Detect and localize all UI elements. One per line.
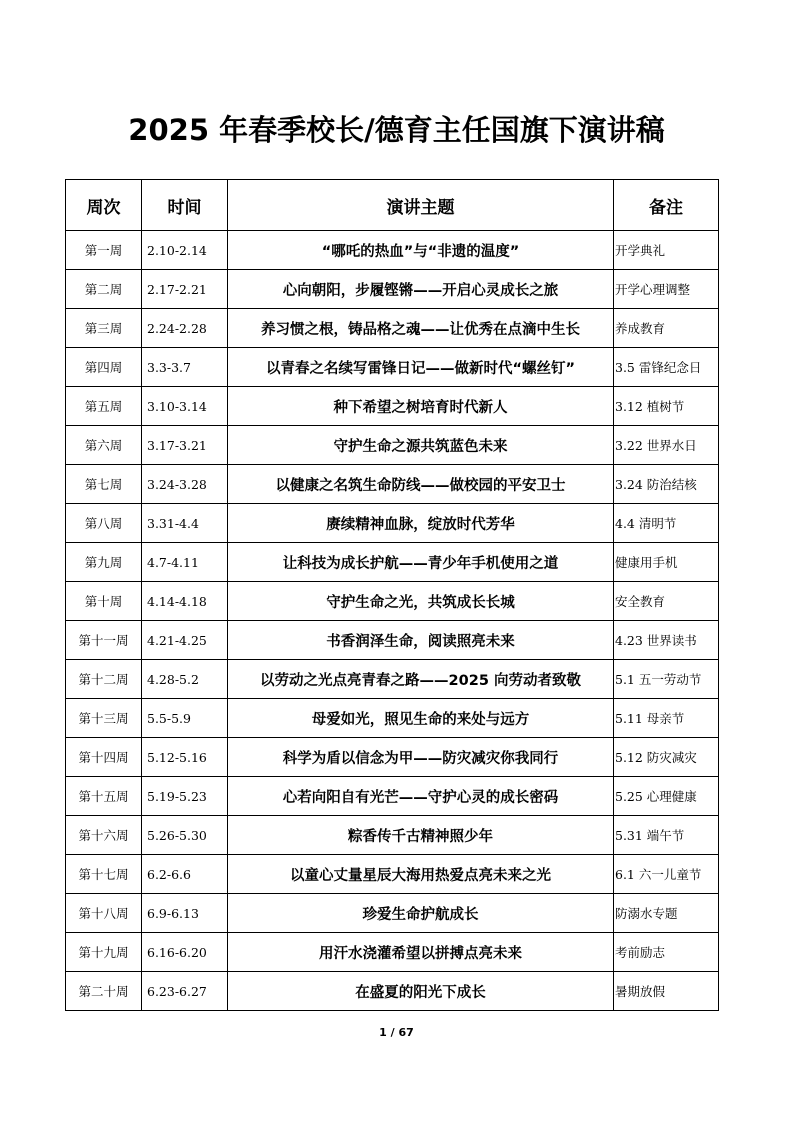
cell-date: 5.5-5.9: [142, 699, 228, 738]
cell-note: 4.23 世界读书: [614, 621, 719, 660]
cell-week: 第十三周: [66, 699, 142, 738]
cell-note: 3.22 世界水日: [614, 426, 719, 465]
document-title: 2025 年春季校长/德育主任国旗下演讲稿: [128, 113, 665, 147]
cell-note: 考前励志: [614, 933, 719, 972]
cell-topic: 粽香传千古精神照少年: [228, 816, 614, 855]
cell-date: 4.7-4.11: [142, 543, 228, 582]
cell-date: 2.17-2.21: [142, 270, 228, 309]
cell-date: 6.16-6.20: [142, 933, 228, 972]
cell-date: 5.12-5.16: [142, 738, 228, 777]
table-row: [66, 699, 719, 738]
cell-topic: 心若向阳自有光芒——守护心灵的成长密码: [228, 777, 614, 816]
speech-schedule-table: [65, 179, 719, 1011]
cell-week: 第三周: [66, 309, 142, 348]
table-row: [66, 426, 719, 465]
cell-date: 2.10-2.14: [142, 231, 228, 270]
cell-topic: 心向朝阳，步履铿锵——开启心灵成长之旅: [228, 270, 614, 309]
cell-topic: 守护生命之光，共筑成长长城: [228, 582, 614, 621]
cell-topic: 守护生命之源共筑蓝色未来: [228, 426, 614, 465]
cell-week: 第二十周: [66, 972, 142, 1011]
cell-note: 健康用手机: [614, 543, 719, 582]
table-row: [66, 231, 719, 270]
cell-week: 第十四周: [66, 738, 142, 777]
table-row: [66, 270, 719, 309]
table-row: [66, 894, 719, 933]
header-topic: 演讲主题: [228, 180, 614, 231]
cell-week: 第十七周: [66, 855, 142, 894]
cell-topic: 科学为盾以信念为甲——防灾减灾你我同行: [228, 738, 614, 777]
cell-topic: 用汗水浇灌希望以拼搏点亮未来: [228, 933, 614, 972]
cell-topic: 种下希望之树培育时代新人: [228, 387, 614, 426]
header-week: 周次: [66, 180, 142, 231]
cell-note: 5.1 五一劳动节: [614, 660, 719, 699]
cell-week: 第一周: [66, 231, 142, 270]
cell-note: 开学典礼: [614, 231, 719, 270]
cell-date: 2.24-2.28: [142, 309, 228, 348]
table-row: [66, 972, 719, 1011]
table-row: [66, 543, 719, 582]
cell-note: 3.24 防治结核: [614, 465, 719, 504]
cell-week: 第十九周: [66, 933, 142, 972]
cell-note: 5.25 心理健康: [614, 777, 719, 816]
cell-note: 安全教育: [614, 582, 719, 621]
table-row: [66, 933, 719, 972]
cell-topic: 母爱如光，照见生命的来处与远方: [228, 699, 614, 738]
cell-topic: 赓续精神血脉，绽放时代芳华: [228, 504, 614, 543]
cell-topic: 以健康之名筑生命防线——做校园的平安卫士: [228, 465, 614, 504]
cell-note: 3.5 雷锋纪念日: [614, 348, 719, 387]
cell-note: 4.4 清明节: [614, 504, 719, 543]
cell-date: 3.31-4.4: [142, 504, 228, 543]
cell-note: 暑期放假: [614, 972, 719, 1011]
cell-topic: 让科技为成长护航——青少年手机使用之道: [228, 543, 614, 582]
cell-note: 5.11 母亲节: [614, 699, 719, 738]
header-note: 备注: [614, 180, 719, 231]
cell-date: 5.26-5.30: [142, 816, 228, 855]
cell-week: 第八周: [66, 504, 142, 543]
cell-note: 防溺水专题: [614, 894, 719, 933]
cell-date: 4.14-4.18: [142, 582, 228, 621]
cell-date: 5.19-5.23: [142, 777, 228, 816]
cell-topic: 以童心丈量星辰大海用热爱点亮未来之光: [228, 855, 614, 894]
table-row: [66, 738, 719, 777]
cell-week: 第五周: [66, 387, 142, 426]
cell-topic: 以劳动之光点亮青春之路——2025 向劳动者致敬: [228, 660, 614, 699]
table-row: [66, 504, 719, 543]
cell-week: 第十八周: [66, 894, 142, 933]
cell-note: 5.12 防灾减灾: [614, 738, 719, 777]
cell-topic: 养习惯之根，铸品格之魂——让优秀在点滴中生长: [228, 309, 614, 348]
cell-week: 第十一周: [66, 621, 142, 660]
cell-note: 5.31 端午节: [614, 816, 719, 855]
cell-week: 第二周: [66, 270, 142, 309]
table-row: [66, 777, 719, 816]
table-row: [66, 816, 719, 855]
table-row: [66, 855, 719, 894]
cell-date: 6.2-6.6: [142, 855, 228, 894]
cell-date: 3.10-3.14: [142, 387, 228, 426]
cell-topic: 珍爱生命护航成长: [228, 894, 614, 933]
table-row: [66, 621, 719, 660]
cell-note: 3.12 植树节: [614, 387, 719, 426]
page-indicator: 1 / 67: [379, 1026, 414, 1039]
cell-topic: 在盛夏的阳光下成长: [228, 972, 614, 1011]
cell-week: 第十五周: [66, 777, 142, 816]
cell-date: 3.3-3.7: [142, 348, 228, 387]
cell-note: 养成教育: [614, 309, 719, 348]
table-header-row: [66, 180, 719, 231]
cell-date: 4.28-5.2: [142, 660, 228, 699]
table-row: [66, 348, 719, 387]
cell-week: 第九周: [66, 543, 142, 582]
cell-week: 第七周: [66, 465, 142, 504]
cell-date: 3.17-3.21: [142, 426, 228, 465]
cell-week: 第十周: [66, 582, 142, 621]
table-row: [66, 582, 719, 621]
table-row: [66, 309, 719, 348]
cell-date: 6.23-6.27: [142, 972, 228, 1011]
cell-topic: 书香润泽生命，阅读照亮未来: [228, 621, 614, 660]
cell-note: 6.1 六一儿童节: [614, 855, 719, 894]
table-row: [66, 465, 719, 504]
cell-note: 开学心理调整: [614, 270, 719, 309]
cell-week: 第十二周: [66, 660, 142, 699]
cell-week: 第四周: [66, 348, 142, 387]
cell-topic: “哪吒的热血”与“非遗的温度”: [228, 231, 614, 270]
table-row: [66, 387, 719, 426]
table-row: [66, 660, 719, 699]
cell-date: 3.24-3.28: [142, 465, 228, 504]
cell-week: 第十六周: [66, 816, 142, 855]
cell-date: 4.21-4.25: [142, 621, 228, 660]
cell-week: 第六周: [66, 426, 142, 465]
header-date: 时间: [142, 180, 228, 231]
cell-date: 6.9-6.13: [142, 894, 228, 933]
cell-topic: 以青春之名续写雷锋日记——做新时代“螺丝钉”: [228, 348, 614, 387]
